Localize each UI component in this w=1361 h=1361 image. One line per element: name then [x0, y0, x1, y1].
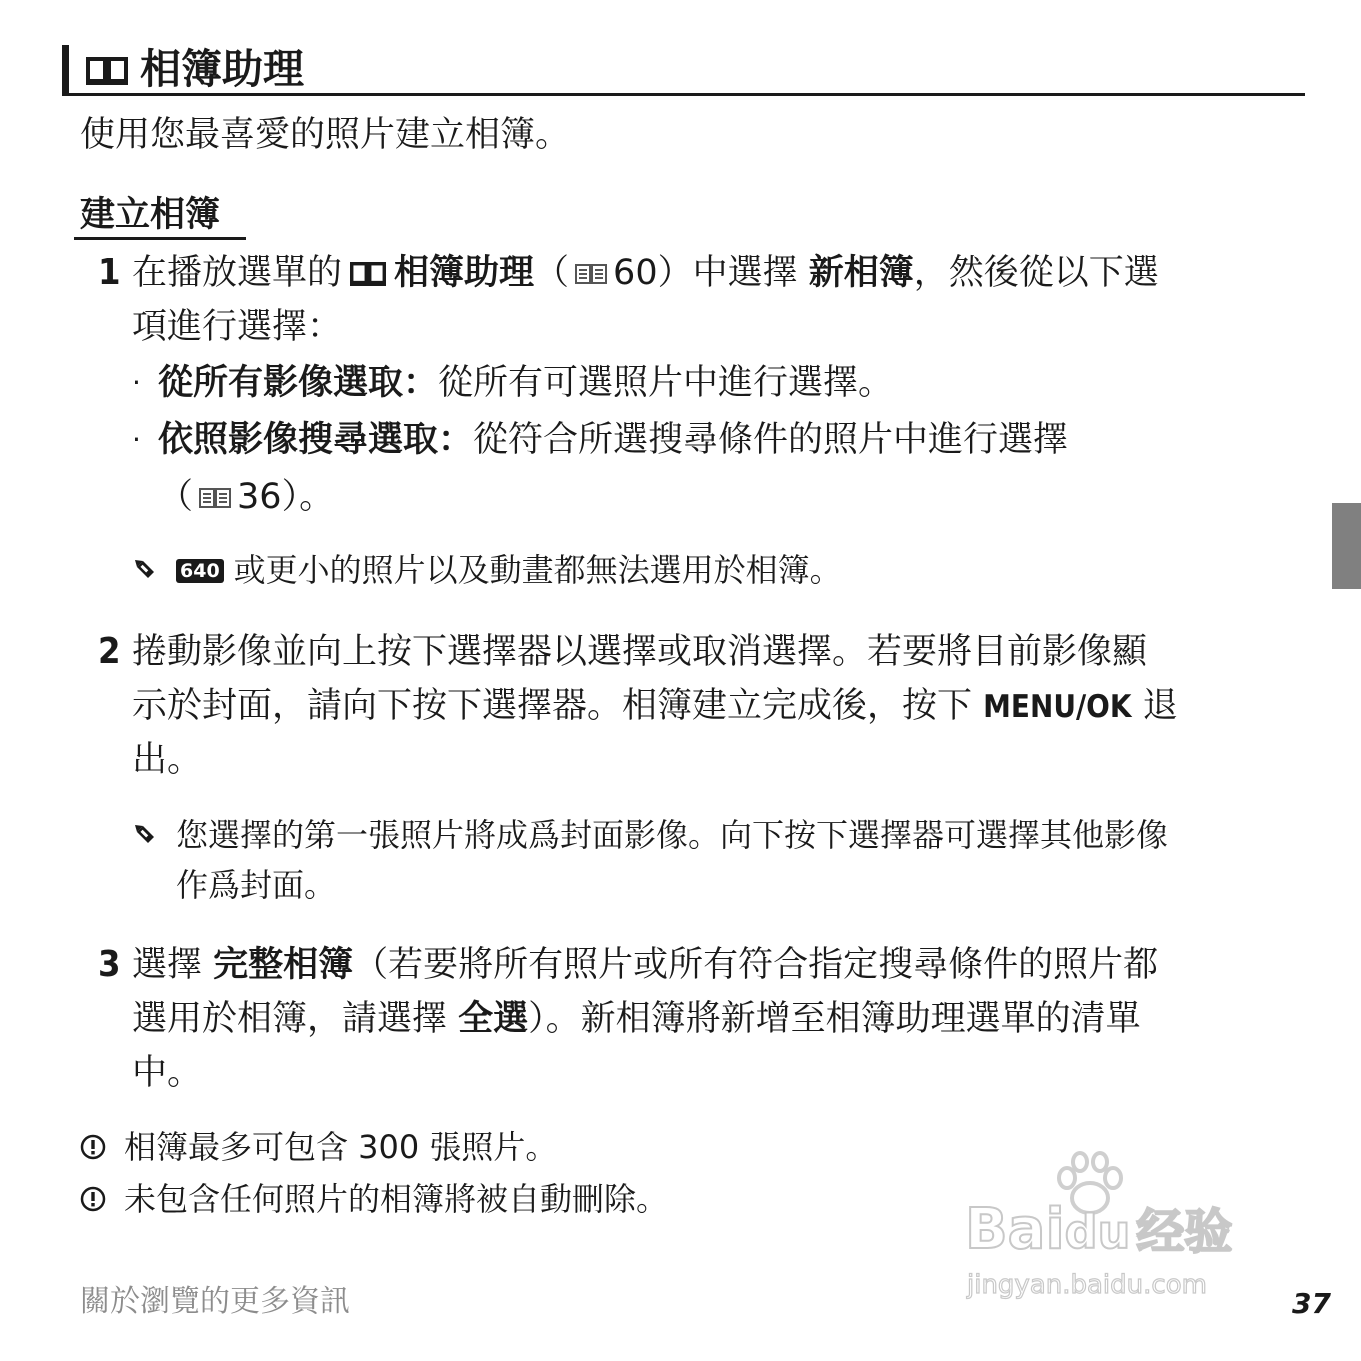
- step-2-text: 退: [1142, 686, 1178, 726]
- menu-option-select-all: 全選: [458, 999, 529, 1039]
- bullet-text: 從符合所選搜尋條件的照片中進行選擇: [473, 420, 1069, 460]
- size-badge: 640: [176, 559, 224, 583]
- book-icon: [350, 260, 386, 288]
- step-2-text: 示於封面，請向下按下選擇器。相簿建立完成後，按下: [132, 686, 973, 726]
- subheading: 建立相簿: [80, 195, 221, 235]
- bullet-dot: ·: [132, 366, 141, 399]
- bullet-label: 從所有影像選取：: [158, 363, 439, 403]
- page-title: 相簿助理: [140, 45, 304, 93]
- step-number: 1: [98, 252, 121, 293]
- step-2-line-3: 出。: [132, 740, 203, 780]
- step-3-text: （若要將所有照片或所有符合指定搜尋條件的照片都: [353, 945, 1159, 985]
- note-2-line-1: 您選擇的第一張照片將成爲封面影像。向下按下選擇器可選擇其他影像: [176, 816, 1169, 854]
- note-text: 或更小的照片以及動畫都無法選用於相簿。: [233, 551, 842, 589]
- section-marker-bar: [62, 45, 69, 95]
- header-rule: [62, 93, 1305, 96]
- footer-section-title: 關於瀏覽的更多資訊: [80, 1284, 350, 1319]
- bullet-label: 依照影像搜尋選取：: [158, 420, 474, 460]
- page-ref: 60: [613, 253, 658, 293]
- caution-icon: [80, 1186, 106, 1212]
- bullet-item: [158, 356, 893, 410]
- paren-open: （: [158, 477, 194, 517]
- page-ref: 36: [237, 477, 282, 517]
- subheading-underline: [74, 237, 246, 240]
- bullet-item: [158, 413, 1068, 467]
- bullet-ref-line: [158, 470, 334, 524]
- step-1-text: ）中選擇: [657, 253, 798, 293]
- page-ref-icon: [199, 487, 231, 509]
- watermark-cn: 经验: [1136, 1204, 1233, 1260]
- step-3-line-2: [132, 992, 1141, 1046]
- step-1-text: ，然後從以下選: [913, 253, 1159, 293]
- menu-option-album-assist: 相簿助理: [394, 253, 535, 293]
- intro-text: 使用您最喜愛的照片建立相簿。: [80, 115, 571, 155]
- chapter-tab: [1332, 503, 1361, 589]
- menu-ok-button-label: MENU/OK: [983, 689, 1132, 725]
- baidu-watermark: [965, 1150, 1285, 1310]
- bullet-text: 從所有可選照片中進行選擇。: [438, 363, 894, 403]
- page-number: 37: [1292, 1287, 1331, 1320]
- step-2-line-2: [132, 679, 1178, 734]
- caution-icon: [80, 1134, 106, 1160]
- watermark-brand: Bai: [965, 1197, 1065, 1262]
- step-2-line-1: 捲動影像並向上按下選擇器以選擇或取消選擇。若要將目前影像顯: [132, 632, 1148, 672]
- menu-option-full-album: 完整相簿: [213, 945, 354, 985]
- step-3-text: ）。新相簿將新增至相簿助理選單的清單: [528, 999, 1141, 1039]
- note-pencil-icon: [134, 824, 156, 846]
- note-pencil-icon: [134, 559, 156, 581]
- step-3-line-3: 中。: [132, 1053, 203, 1093]
- note-2-line-2: 作爲封面。: [176, 866, 337, 904]
- note-1: [176, 545, 842, 595]
- bullet-dot: ·: [132, 423, 141, 456]
- watermark-brand: du: [1064, 1205, 1131, 1259]
- menu-option-new-album: 新相簿: [808, 253, 914, 293]
- caution-text: 相簿最多可包含 300 張照片。: [124, 1128, 558, 1166]
- step-number: 2: [98, 631, 121, 672]
- step-1-text: 在播放選單的: [132, 253, 343, 293]
- step-3-text: 選用於相簿，請選擇: [132, 999, 448, 1039]
- paren-close: ）。: [281, 477, 335, 517]
- paren-open: （: [534, 253, 570, 293]
- step-number: 3: [98, 944, 121, 985]
- watermark-url: jingyan.baidu.com: [967, 1270, 1207, 1300]
- caution-text: 未包含任何照片的相簿將被自動刪除。: [124, 1180, 669, 1218]
- step-1-line-1: [132, 246, 1159, 300]
- step-3-line-1: [132, 938, 1158, 992]
- step-1-line-2: 項進行選擇：: [132, 307, 343, 347]
- book-icon: [86, 56, 128, 86]
- page-ref-icon: [575, 263, 607, 285]
- step-3-text: 選擇: [132, 945, 203, 985]
